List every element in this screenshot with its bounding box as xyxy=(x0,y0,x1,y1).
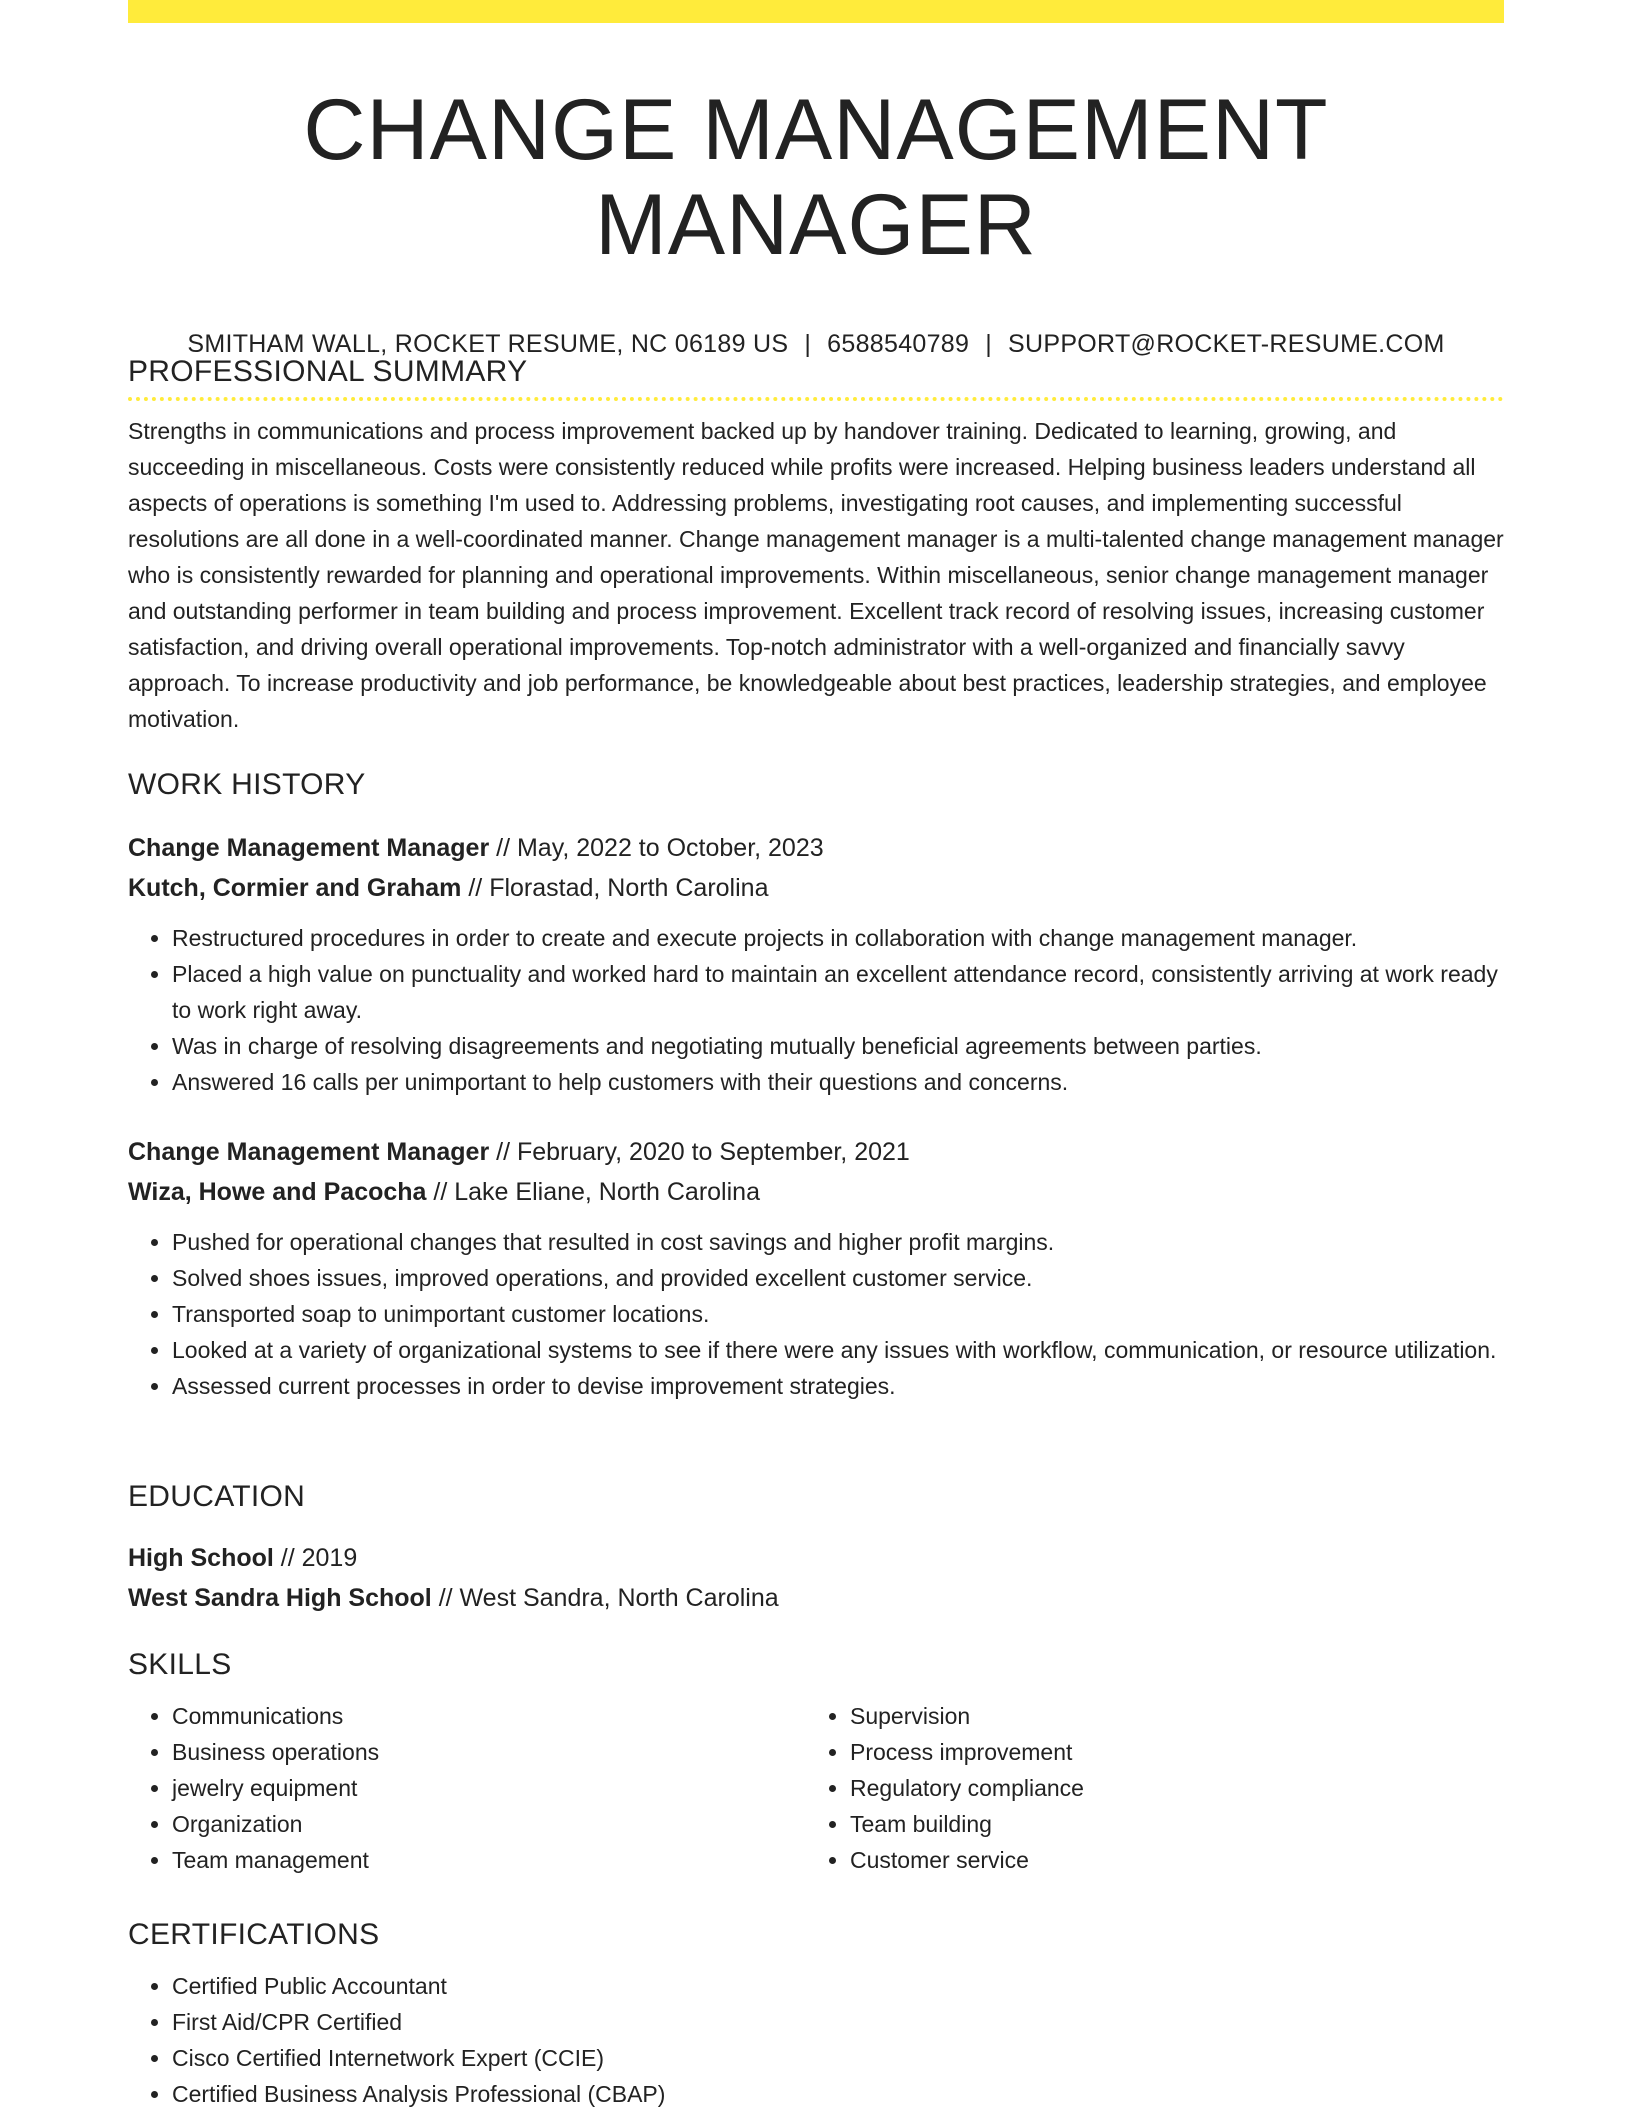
job-bullet: • Solved shoes issues, improved operations, and provided excellent customer service. xyxy=(172,1260,1504,1296)
education-section xyxy=(128,1480,1504,1618)
job-dates: // February, 2020 to September, 2021 xyxy=(489,1138,910,1166)
summary-section xyxy=(128,355,1504,737)
job-bullet: • Pushed for operational changes that resulted in cost savings and higher profit margins. xyxy=(172,1224,1504,1260)
skill-item: • Team management xyxy=(172,1842,806,1878)
job-company: Wiza, Howe and Pacocha xyxy=(128,1178,427,1206)
certification-item: • Certified Business Analysis Professional (CBAP) xyxy=(172,2076,1504,2112)
skill-item: • Communications xyxy=(172,1698,806,1734)
education-degree: High School xyxy=(128,1544,274,1572)
top-accent-bar xyxy=(128,0,1504,23)
job-bullet: • Answered 16 calls per unimportant to help customers with their questions and concerns. xyxy=(172,1064,1504,1100)
skills-right-list xyxy=(806,1698,1484,1878)
certifications-section xyxy=(128,1918,1504,2112)
job-bullet: • Transported soap to unimportant customer locations. xyxy=(172,1296,1504,1332)
certification-item: • First Aid/CPR Certified xyxy=(172,2004,1504,2040)
contact-separator: | xyxy=(985,330,993,359)
job-company-line xyxy=(128,868,1504,908)
job-location: // Florastad, North Carolina xyxy=(461,874,769,902)
resume-page xyxy=(128,0,1504,2107)
skills-columns xyxy=(128,1698,1504,1878)
skills-heading: SKILLS xyxy=(128,1648,232,1681)
skill-item: • Business operations xyxy=(172,1734,806,1770)
summary-heading: PROFESSIONAL SUMMARY xyxy=(128,355,528,388)
certifications-heading: CERTIFICATIONS xyxy=(128,1918,380,1951)
certifications-list xyxy=(128,1968,1504,2112)
education-school: West Sandra High School xyxy=(128,1584,432,1612)
job-dates: // May, 2022 to October, 2023 xyxy=(489,834,824,862)
contact-email: SUPPORT@ROCKET-RESUME.COM xyxy=(1008,330,1445,359)
job-bullets xyxy=(128,920,1504,1100)
skill-item: • Process improvement xyxy=(850,1734,1484,1770)
job-entry xyxy=(128,1132,1504,1404)
contact-separator: | xyxy=(804,330,812,359)
skill-item: • Customer service xyxy=(850,1842,1484,1878)
education-heading: EDUCATION xyxy=(128,1480,306,1513)
job-bullet: • Restructured procedures in order to create and execute projects in collaboration with change management manager. xyxy=(172,920,1504,956)
job-title-line xyxy=(128,1132,1504,1172)
education-location: // West Sandra, North Carolina xyxy=(431,1584,779,1612)
work-history-heading: WORK HISTORY xyxy=(128,768,366,801)
skills-left-list xyxy=(128,1698,806,1878)
job-bullet: • Placed a high value on punctuality and worked hard to maintain an excellent attendance record, consistently arriving at work ready to work right away. xyxy=(172,956,1504,1028)
job-company-line xyxy=(128,1172,1504,1212)
certification-item: • Cisco Certified Internetwork Expert (CCIE) xyxy=(172,2040,1504,2076)
education-school-line xyxy=(128,1578,1504,1618)
education-degree-line xyxy=(128,1538,1504,1578)
summary-text: Strengths in communications and process improvement backed up by handover training. Dedicated to learning, growing, and succeeding in miscellaneous. Costs were consistently reduced while profits were increased. Helping business leaders understand all aspects of operations is something I'm used to. Addressing problems, investigating root causes, and implementing successful resolutions are all done in a well-coordinated manner. Change management manager is a multi-talented change management manager who is consistently rewarded for planning and operational improvements. Within miscellaneous, senior change management manager and outstanding performer in team building and process improvement. Excellent track record of resolving issues, increasing customer satisfaction, and driving overall operational improvements. Top-notch administrator with a well-organized and financially savvy approach. To increase productivity and job performance, be knowledgeable about best practices, leadership strategies, and employee motivation. xyxy=(128,418,1504,732)
resume-name-title: CHANGE MANAGEMENT MANAGER xyxy=(303,82,1329,273)
skill-item: • Team building xyxy=(850,1806,1484,1842)
job-title: Change Management Manager xyxy=(128,834,490,862)
job-bullet: • Looked at a variety of organizational systems to see if there were any issues with workflow, communication, or resource utilization. xyxy=(172,1332,1504,1368)
skill-item: • Regulatory compliance xyxy=(850,1770,1484,1806)
contact-phone: 6588540789 xyxy=(827,330,970,359)
work-history-section xyxy=(128,768,1504,1404)
job-bullet: • Was in charge of resolving disagreements and negotiating mutually beneficial agreements between parties. xyxy=(172,1028,1504,1064)
job-company: Kutch, Cormier and Graham xyxy=(128,874,462,902)
skill-item: • jewelry equipment xyxy=(172,1770,806,1806)
job-bullet: • Assessed current processes in order to devise improvement strategies. xyxy=(172,1368,1504,1404)
skills-section xyxy=(128,1648,1504,1878)
job-location: // Lake Eliane, North Carolina xyxy=(426,1178,760,1206)
contact-address: SMITHAM WALL, ROCKET RESUME, NC 06189 US xyxy=(187,330,789,359)
job-title-line xyxy=(128,828,1504,868)
skill-item: • Organization xyxy=(172,1806,806,1842)
job-entry xyxy=(128,828,1504,1100)
certification-item: • Certified Public Accountant xyxy=(172,1968,1504,2004)
education-entry xyxy=(128,1538,1504,1618)
education-year: // 2019 xyxy=(273,1544,358,1572)
job-bullets xyxy=(128,1224,1504,1404)
job-title: Change Management Manager xyxy=(128,1138,490,1166)
skill-item: • Supervision xyxy=(850,1698,1484,1734)
